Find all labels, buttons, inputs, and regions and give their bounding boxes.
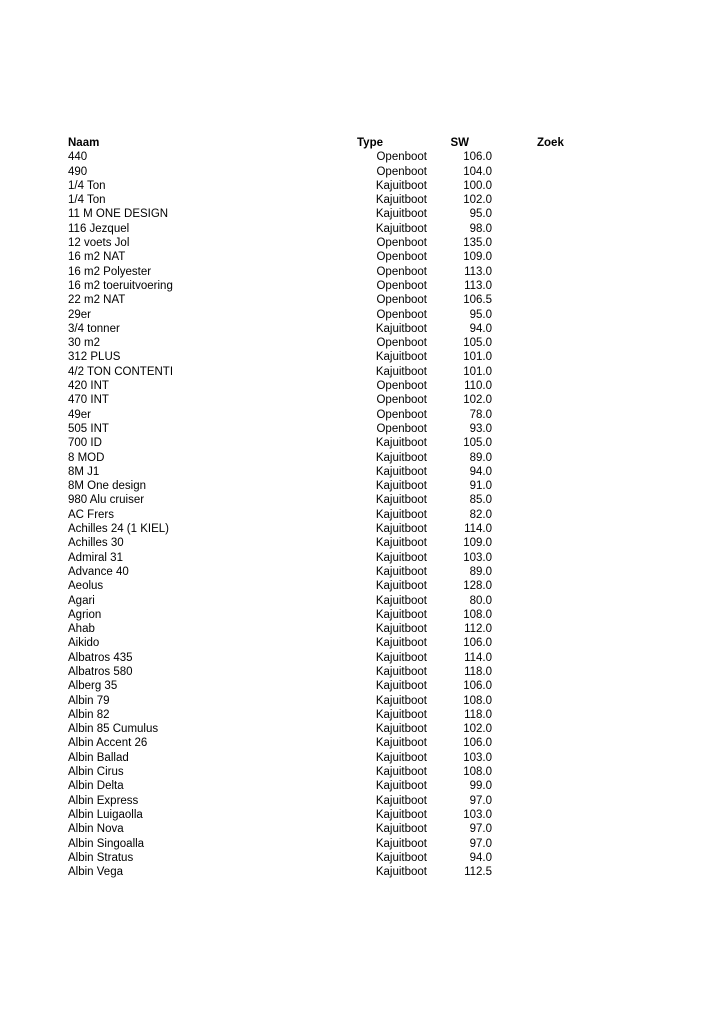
sw-value: 93.0 <box>469 422 492 435</box>
boat-type: Openboot <box>376 422 427 435</box>
boat-type: Kajuitboot <box>375 437 427 450</box>
boat-type: Kajuitboot <box>375 523 427 536</box>
table-row <box>0 336 724 350</box>
sw-value: 94.0 <box>469 465 492 478</box>
sw-value: 105.0 <box>463 437 492 450</box>
sw-value: 97.0 <box>469 794 492 807</box>
boat-type: Kajuitboot <box>375 465 427 478</box>
boat-type: Kajuitboot <box>375 594 427 607</box>
table-row <box>0 536 724 550</box>
header-zoek: Zoek <box>537 137 564 149</box>
table-row <box>0 622 724 636</box>
boat-name: Achilles 24 (1 KIEL) <box>68 523 169 536</box>
table-row <box>0 279 724 293</box>
sw-value: 101.0 <box>463 365 492 378</box>
sw-value: 113.0 <box>464 279 492 292</box>
boat-name: 3/4 tonner <box>68 322 120 335</box>
table-row <box>0 379 724 393</box>
sw-value: 106.0 <box>463 637 492 650</box>
sw-value: 108.0 <box>463 766 492 779</box>
boat-type: Kajuitboot <box>375 365 427 378</box>
boat-type: Kajuitboot <box>375 208 427 221</box>
boat-type: Openboot <box>376 279 427 292</box>
boat-name: 470 INT <box>68 394 109 407</box>
sw-value: 135.0 <box>463 237 492 250</box>
boat-type: Openboot <box>376 265 427 278</box>
sw-value: 94.0 <box>469 322 492 335</box>
boat-type: Openboot <box>376 394 427 407</box>
boat-type: Kajuitboot <box>375 680 427 693</box>
sw-value: 106.5 <box>463 294 492 307</box>
boat-type: Kajuitboot <box>375 651 427 664</box>
boat-name: 116 Jezquel <box>68 222 130 235</box>
table-row <box>0 765 724 779</box>
table-row <box>0 722 724 736</box>
boat-type: Kajuitboot <box>375 751 427 764</box>
boat-name: AC Frers <box>68 508 114 521</box>
boat-name: 4/2 TON CONTENTI <box>68 365 174 378</box>
boat-type: Openboot <box>376 380 427 393</box>
table-row <box>0 851 724 865</box>
boat-type: Openboot <box>376 308 427 321</box>
sw-value: 101.0 <box>463 351 492 364</box>
sw-value: 103.0 <box>463 808 492 821</box>
boat-name: Alberg 35 <box>68 680 118 693</box>
sw-value: 98.0 <box>469 222 492 235</box>
sw-value: 112.0 <box>464 623 492 636</box>
table-row <box>0 222 724 236</box>
table-header <box>0 136 724 150</box>
boat-type: Kajuitboot <box>375 823 427 836</box>
boat-type: Openboot <box>376 165 427 178</box>
boat-name: 8M J1 <box>68 465 100 478</box>
boat-name: Albin 79 <box>68 694 110 707</box>
boat-name: Albin Delta <box>68 780 124 793</box>
boat-name: Albin Ballad <box>68 751 129 764</box>
boat-name: 1/4 Ton <box>68 179 106 192</box>
table-row <box>0 736 724 750</box>
table-row <box>0 594 724 608</box>
boat-type: Kajuitboot <box>375 708 427 721</box>
sw-value: 89.0 <box>469 451 492 464</box>
sw-value: 112.5 <box>464 866 492 879</box>
sw-value: 118.0 <box>464 708 492 721</box>
sw-value: 97.0 <box>469 823 492 836</box>
boat-name: 12 voets Jol <box>68 237 130 250</box>
table-row <box>0 579 724 593</box>
boat-type: Kajuitboot <box>375 723 427 736</box>
table-row <box>0 422 724 436</box>
boat-name: 16 m2 toeruitvoering <box>68 279 173 292</box>
table-row <box>0 322 724 336</box>
sw-value: 109.0 <box>463 251 492 264</box>
boat-name: Albin Stratus <box>68 851 134 864</box>
header-sw: SW <box>450 137 469 149</box>
sw-value: 109.0 <box>463 537 492 550</box>
boat-name: Aeolus <box>68 580 104 593</box>
sw-value: 104.0 <box>463 165 492 178</box>
boat-type: Kajuitboot <box>375 851 427 864</box>
boat-type: Kajuitboot <box>375 222 427 235</box>
table-row <box>0 822 724 836</box>
boat-type: Kajuitboot <box>375 494 427 507</box>
table-row <box>0 350 724 364</box>
table-row <box>0 865 724 879</box>
sw-value: 106.0 <box>463 680 492 693</box>
table-row <box>0 207 724 221</box>
sw-value: 102.0 <box>463 194 492 207</box>
boat-type: Kajuitboot <box>375 580 427 593</box>
boat-type: Kajuitboot <box>375 837 427 850</box>
sw-value: 102.0 <box>463 723 492 736</box>
sw-value: 108.0 <box>463 608 492 621</box>
sw-value: 114.0 <box>464 651 492 664</box>
boat-name: Aikido <box>68 637 100 650</box>
boat-name: 22 m2 NAT <box>68 294 126 307</box>
table-row <box>0 436 724 450</box>
boat-name: 505 INT <box>68 422 109 435</box>
boat-name: Admiral 31 <box>68 551 123 564</box>
table-row <box>0 665 724 679</box>
sw-value: 105.0 <box>463 337 492 350</box>
boat-type: Kajuitboot <box>375 637 427 650</box>
boat-type: Openboot <box>376 151 427 164</box>
table-row <box>0 493 724 507</box>
boat-name: Albin Nova <box>68 823 124 836</box>
table-row <box>0 551 724 565</box>
sw-value: 95.0 <box>469 308 492 321</box>
sw-value: 99.0 <box>469 780 492 793</box>
boat-type: Kajuitboot <box>375 537 427 550</box>
table-row <box>0 250 724 264</box>
table-row <box>0 451 724 465</box>
table-row <box>0 679 724 693</box>
boat-name: Agari <box>68 594 95 607</box>
boat-name: Albatros 435 <box>68 651 133 664</box>
sw-value: 100.0 <box>463 179 492 192</box>
table-row <box>0 265 724 279</box>
boat-type: Kajuitboot <box>375 694 427 707</box>
boat-type: Kajuitboot <box>375 665 427 678</box>
boat-type: Kajuitboot <box>375 451 427 464</box>
sw-value: 103.0 <box>463 751 492 764</box>
boat-type: Kajuitboot <box>375 866 427 879</box>
sw-value: 85.0 <box>469 494 492 507</box>
table-row <box>0 522 724 536</box>
boat-name: Albin 82 <box>68 708 110 721</box>
table-row <box>0 465 724 479</box>
boat-type: Openboot <box>376 251 427 264</box>
sw-value: 108.0 <box>463 694 492 707</box>
boat-type: Kajuitboot <box>375 808 427 821</box>
sw-value: 118.0 <box>464 665 492 678</box>
boat-type: Kajuitboot <box>375 322 427 335</box>
boat-name: 980 Alu cruiser <box>68 494 145 507</box>
boat-name: 29er <box>68 308 92 321</box>
sw-value: 78.0 <box>469 408 492 421</box>
header-naam: Naam <box>68 137 100 149</box>
boat-name: 30 m2 <box>68 337 100 350</box>
boat-type: Kajuitboot <box>375 179 427 192</box>
boat-type: Kajuitboot <box>375 623 427 636</box>
boat-type: Kajuitboot <box>375 737 427 750</box>
boat-type: Kajuitboot <box>375 780 427 793</box>
table-row <box>0 236 724 250</box>
sw-value: 97.0 <box>469 837 492 850</box>
boat-name: Albin 85 Cumulus <box>68 723 159 736</box>
sw-value: 89.0 <box>469 565 492 578</box>
table-row <box>0 165 724 179</box>
table-row <box>0 794 724 808</box>
boat-type: Kajuitboot <box>375 351 427 364</box>
sw-value: 102.0 <box>463 394 492 407</box>
table-row <box>0 779 724 793</box>
boat-name: Ahab <box>68 623 95 636</box>
table-row <box>0 565 724 579</box>
boat-name: 312 PLUS <box>68 351 121 364</box>
boat-name: 420 INT <box>68 380 109 393</box>
sw-value: 82.0 <box>469 508 492 521</box>
sw-value: 113.0 <box>464 265 492 278</box>
boat-name: 8M One design <box>68 480 146 493</box>
boat-name: Albatros 580 <box>68 665 133 678</box>
sw-value: 114.0 <box>464 523 492 536</box>
boat-name: 700 ID <box>68 437 102 450</box>
sw-value: 94.0 <box>469 851 492 864</box>
boat-name: Albin Singoalla <box>68 837 145 850</box>
table-row <box>0 837 724 851</box>
table-row <box>0 408 724 422</box>
table-row <box>0 608 724 622</box>
boat-type: Kajuitboot <box>375 551 427 564</box>
boat-type: Kajuitboot <box>375 480 427 493</box>
boat-name: Achilles 30 <box>68 537 124 550</box>
header-type: Type <box>357 137 383 149</box>
boat-name: Albin Express <box>68 794 139 807</box>
table-row <box>0 393 724 407</box>
table-row <box>0 293 724 307</box>
boat-name: 11 M ONE DESIGN <box>68 208 169 221</box>
boat-name: 8 MOD <box>68 451 105 464</box>
table-row <box>0 179 724 193</box>
boat-type: Kajuitboot <box>375 194 427 207</box>
boat-type: Kajuitboot <box>375 794 427 807</box>
boat-type: Kajuitboot <box>375 565 427 578</box>
boat-name: 490 <box>68 165 88 178</box>
boat-name: Albin Accent 26 <box>68 737 148 750</box>
boat-name: Albin Luigaolla <box>68 808 143 821</box>
boat-type: Openboot <box>376 408 427 421</box>
boat-name: 49er <box>68 408 92 421</box>
boat-name: 440 <box>68 151 88 164</box>
table-row <box>0 193 724 207</box>
boat-name: Advance 40 <box>68 565 129 578</box>
table-body <box>0 150 724 879</box>
sw-value: 128.0 <box>463 580 492 593</box>
boat-type: Openboot <box>376 337 427 350</box>
sw-value: 80.0 <box>469 594 492 607</box>
boat-type: Kajuitboot <box>375 608 427 621</box>
sw-value: 91.0 <box>469 480 492 493</box>
table-row <box>0 150 724 164</box>
sw-value: 103.0 <box>463 551 492 564</box>
sw-value: 95.0 <box>469 208 492 221</box>
table-row <box>0 651 724 665</box>
table-row <box>0 365 724 379</box>
boat-table <box>0 136 724 879</box>
table-row <box>0 636 724 650</box>
boat-name: 16 m2 Polyester <box>68 265 152 278</box>
boat-type: Openboot <box>376 237 427 250</box>
sw-value: 106.0 <box>463 151 492 164</box>
table-row <box>0 708 724 722</box>
boat-name: Albin Cirus <box>68 766 124 779</box>
table-row <box>0 479 724 493</box>
boat-type: Openboot <box>376 294 427 307</box>
table-row <box>0 508 724 522</box>
boat-name: Agrion <box>68 608 102 621</box>
sw-value: 106.0 <box>463 737 492 750</box>
table-row <box>0 808 724 822</box>
boat-type: Kajuitboot <box>375 508 427 521</box>
table-row <box>0 308 724 322</box>
boat-name: 16 m2 NAT <box>68 251 126 264</box>
table-row <box>0 694 724 708</box>
table-row <box>0 751 724 765</box>
boat-type: Kajuitboot <box>375 766 427 779</box>
boat-name: Albin Vega <box>68 866 123 879</box>
sw-value: 110.0 <box>464 380 492 393</box>
boat-name: 1/4 Ton <box>68 194 106 207</box>
